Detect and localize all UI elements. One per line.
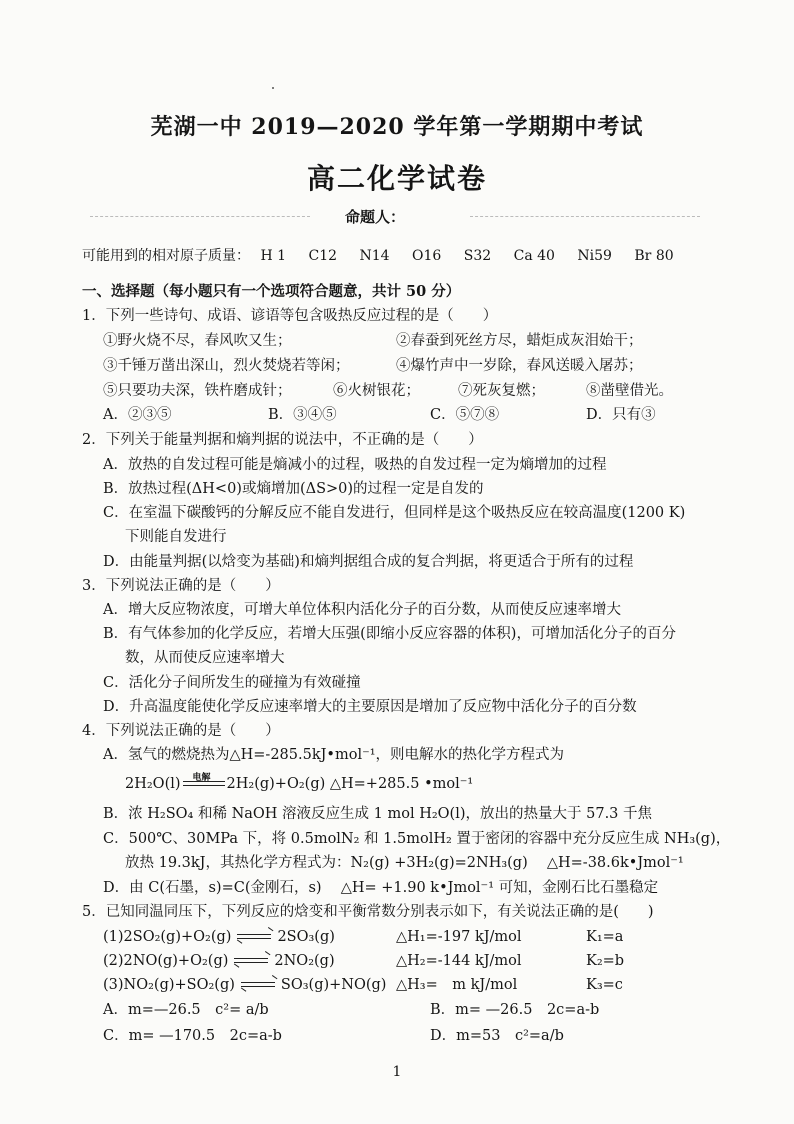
q4-option-d: D．由 C(石墨，s)=C(金刚石，s) △H= +1.90 k•Jmol⁻¹ 可知，金刚石比石墨稳定 bbox=[103, 880, 659, 896]
q1-option-a: A．②③⑤ bbox=[103, 407, 172, 423]
q1-option-d: D．只有③ bbox=[586, 407, 656, 423]
reaction-arrow bbox=[183, 773, 225, 789]
question-3-stem: 3．下列说法正确的是（ ） bbox=[82, 578, 280, 594]
q3-option-b-continued: 数，从而使反应速率增大 bbox=[125, 650, 285, 666]
q4-option-a: A．氢气的燃烧热为△H=-285.5kJ•mol⁻¹，则电解水的热化学方程式为 bbox=[103, 747, 565, 763]
equation-right: 2H₂(g)+O₂(g) △H=+285.5 •mol⁻¹ bbox=[226, 776, 474, 792]
atomic-masses-label: 可能用到的相对原子质量： bbox=[82, 248, 250, 264]
reaction-left: (1)2SO₂(g)+O₂(g) bbox=[103, 929, 232, 945]
q5-reaction-1 bbox=[103, 927, 335, 947]
atomic-mass-item: C12 bbox=[308, 248, 338, 264]
reaction-condition: 电解 bbox=[192, 773, 211, 783]
q4-option-c: C．500℃、30MPa 下，将 0.5molN₂ 和 1.5molH₂ 置于密闭的容器中充分反应生成 NH₃(g)， bbox=[103, 831, 731, 847]
q2-option-c: C．在室温下碳酸钙的分解反应不能自发进行，但同样是这个吸热反应在较高温度(1200 K) bbox=[103, 505, 686, 521]
atomic-mass-item: Ni59 bbox=[577, 248, 612, 264]
section-heading: 一、选择题（每小题只有一个选项符合题意，共计 50 分） bbox=[82, 283, 461, 300]
q1-item-2: ②春蚕到死丝方尽，蜡炬成灰泪始干； bbox=[396, 333, 643, 349]
q5-option-c: C．m= —170.5 2c=a-b bbox=[103, 1028, 282, 1044]
q1-item-5: ⑤只要功夫深，铁杵磨成针； bbox=[103, 383, 292, 399]
reversible-arrow bbox=[237, 932, 271, 942]
q5-option-a: A．m=—26.5 c²= a/b bbox=[103, 1002, 269, 1018]
q4-equation bbox=[125, 774, 473, 794]
divider-left bbox=[90, 216, 310, 217]
atomic-mass-item: Ca 40 bbox=[513, 248, 555, 264]
q3-option-b: B．有气体参加的化学反应，若增大压强(即缩小反应容器的体积)，可增加活化分子的百分 bbox=[103, 626, 676, 642]
reaction-right: SO₃(g)+NO(g) bbox=[280, 977, 387, 993]
reaction-left: (3)NO₂(g)+SO₂(g) bbox=[103, 977, 235, 993]
q1-item-8: ⑧凿壁借光。 bbox=[586, 383, 673, 399]
q5-reaction-2 bbox=[103, 951, 335, 971]
exam-title: 芜湖一中 2019—2020 学年第一学期期中考试 bbox=[150, 114, 644, 140]
q2-option-a: A．放热的自发过程可能是熵减小的过程，吸热的自发过程一定为熵增加的过程 bbox=[103, 457, 607, 473]
reaction-right: 2SO₃(g) bbox=[277, 929, 335, 945]
q5-option-d: D．m=53 c²=a/b bbox=[430, 1028, 564, 1044]
q1-option-c: C．⑤⑦⑧ bbox=[430, 407, 500, 423]
atomic-mass-item: S32 bbox=[463, 248, 492, 264]
q2-option-b: B．放热过程(ΔH<0)或熵增加(ΔS>0)的过程一定是自发的 bbox=[103, 481, 484, 497]
q3-option-d: D．升高温度能使化学反应速率增大的主要原因是增加了反应物中活化分子的百分数 bbox=[103, 699, 637, 715]
q3-option-c: C．活化分子间所发生的碰撞为有效碰撞 bbox=[103, 675, 361, 691]
atomic-mass-item: N14 bbox=[359, 248, 390, 264]
q1-item-7: ⑦死灰复燃； bbox=[458, 383, 545, 399]
atomic-mass-item: O16 bbox=[412, 248, 442, 264]
page-number: 1 bbox=[392, 1064, 402, 1080]
reversible-arrow bbox=[241, 980, 275, 990]
atomic-masses bbox=[82, 245, 678, 265]
q5-option-b: B．m= —26.5 2c=a-b bbox=[430, 1002, 600, 1018]
atomic-mass-item: H 1 bbox=[260, 248, 287, 264]
q2-option-c-continued: 下则能自发进行 bbox=[125, 529, 227, 545]
q1-item-1: ①野火烧不尽，春风吹又生； bbox=[103, 333, 292, 349]
equation-left: 2H₂O(l) bbox=[125, 776, 181, 792]
question-2-stem: 2．下列关于能量判据和熵判据的说法中，不正确的是（ ） bbox=[82, 432, 483, 448]
q5-dh-3: △H₃= m kJ/mol bbox=[396, 977, 518, 993]
reversible-arrow bbox=[234, 956, 268, 966]
exam-subtitle: 高二化学试卷 bbox=[306, 162, 487, 195]
reaction-right: 2NO₂(g) bbox=[274, 953, 335, 969]
question-1-stem: 1．下列一些诗句、成语、谚语等包含吸热反应过程的是（ ） bbox=[82, 308, 498, 324]
q1-option-b: B．③④⑤ bbox=[268, 407, 337, 423]
question-5-stem: 5．已知同温同压下，下列反应的焓变和平衡常数分别表示如下，有关说法正确的是( ) bbox=[82, 904, 654, 920]
q5-reaction-3 bbox=[103, 975, 386, 995]
atomic-mass-item: Br 80 bbox=[634, 248, 674, 264]
q5-dh-1: △H₁=-197 kJ/mol bbox=[396, 929, 522, 945]
q4-option-b: B．浓 H₂SO₄ 和稀 NaOH 溶液反应生成 1 mol H₂O(l)，放出的热量大于 57.3 千焦 bbox=[103, 806, 653, 822]
q1-item-6: ⑥火树银花； bbox=[333, 383, 420, 399]
author-label: 命题人： bbox=[345, 208, 406, 226]
q5-k-1: K₁=a bbox=[586, 929, 624, 945]
question-4-stem: 4．下列说法正确的是（ ） bbox=[82, 723, 280, 739]
q5-dh-2: △H₂=-144 kJ/mol bbox=[396, 953, 522, 969]
q5-k-2: K₂=b bbox=[586, 953, 625, 969]
divider-right bbox=[470, 216, 700, 217]
q2-option-d: D．由能量判据(以焓变为基础)和熵判据组合成的复合判据，将更适合于所有的过程 bbox=[103, 554, 634, 570]
q1-item-3: ③千锤万凿出深山，烈火焚烧若等闲； bbox=[103, 358, 350, 374]
q4-option-c-continued: 放热 19.3kJ，其热化学方程式为：N₂(g) +3H₂(g)=2NH₃(g) △H=-38.6k•Jmol⁻¹ bbox=[125, 855, 684, 871]
reaction-left: (2)2NO(g)+O₂(g) bbox=[103, 953, 229, 969]
q1-item-4: ④爆竹声中一岁除，春风送暖入屠苏； bbox=[396, 358, 643, 374]
scan-speck bbox=[272, 87, 274, 89]
q3-option-a: A．增大反应物浓度，可增大单位体积内活化分子的百分数，从而使反应速率增大 bbox=[103, 602, 621, 618]
q5-k-3: K₃=c bbox=[586, 977, 623, 993]
